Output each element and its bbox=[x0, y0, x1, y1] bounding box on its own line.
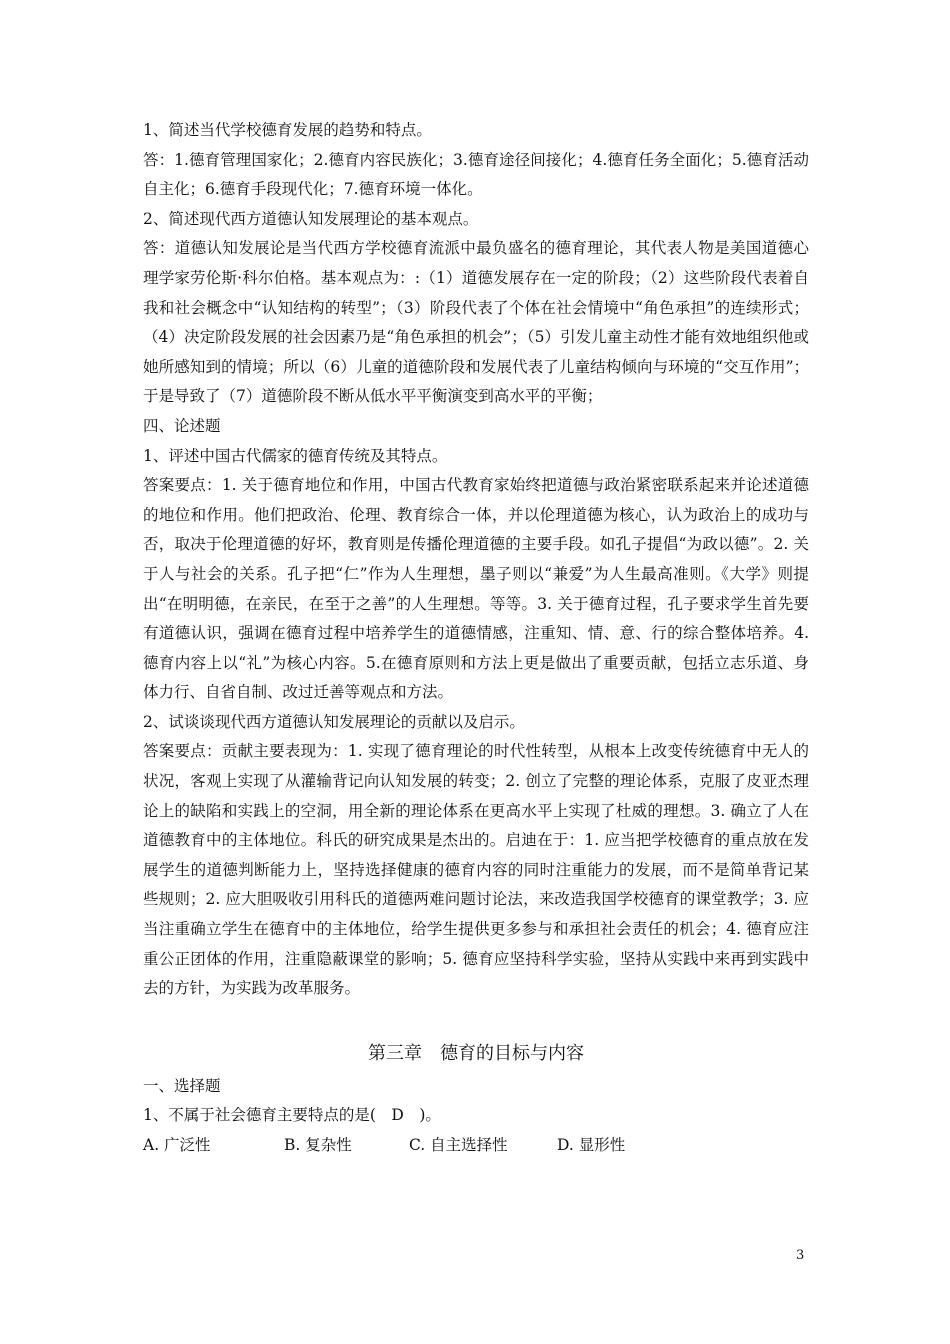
answer-paragraph: 答：道德认知发展论是当代西方学校德育流派中最负盛名的德育理论，其代表人物是美国道德心理学家劳伦斯·科尔伯格。基本观点为：:（1）道德发展存在一定的阶段；（2）这些阶段代表着自我和社会概念中“认知结构的转型”；（3）阶段代表了个体在社会情境中“角色承担”的连续形式；（4）决定阶段发展的社会因素乃是“角色承担的机会”；（5）引发儿童主动性才能有效地组织他或她所感知到的情境；所以（6）儿童的道德阶段和发展代表了儿童结构倾向与环境的“交互作用”；于是导致了（7）道德阶段不断从低水平平衡演变到高水平的平衡； bbox=[143, 239, 809, 406]
answer-options bbox=[143, 1131, 809, 1161]
option-c: C. 自主选择性 bbox=[409, 1136, 508, 1154]
section-heading: 一、选择题 bbox=[143, 1076, 221, 1095]
question-paragraph: 1、不属于社会德育主要特点的是( D )。 bbox=[143, 1106, 441, 1125]
question-paragraph: 1、评述中国古代儒家的德育传统及其特点。 bbox=[143, 446, 448, 465]
option-a: A. 广泛性 bbox=[143, 1136, 211, 1154]
answer-paragraph: 答案要点：贡献主要表现为：1. 实现了德育理论的时代性转型，从根本上改变传统德育中无人的状况，客观上实现了从灌输背记向认知发展的转变；2. 创立了完整的理论体系，克服了皮亚杰理论上的缺陷和实践上的空洞，用全新的理论体系在更高水平上实现了杜威的理想。3. 确立了人在道德教育中的主体地位。科氏的研究成果是杰出的。启迪在于：1. 应当把学校德育的重点放在发展学生的道德判断能力上，坚持选择健康的德育内容的同时注重能力的发展，而不是简单背记某些规则；2. 应大胆吸收引用科氏的道德两难问题讨论法，来改造我国学校德育的课堂教学；3. 应当注重确立学生在德育中的主体地位，给学生提供更多参与和承担社会责任的机会；4. 德育应注重公正团体的作用，注重隐蔽课堂的影响；5. 德育应坚持科学实验，坚持从实践中来再到实践中去的方针，为实践为改革服务。 bbox=[143, 742, 809, 998]
question-paragraph: 1、简述当代学校德育发展的趋势和特点。 bbox=[143, 121, 432, 139]
chapter-title: 第三章 德育的目标与内容 bbox=[368, 1042, 584, 1064]
spacer bbox=[143, 1004, 809, 1036]
option-b: B. 复杂性 bbox=[284, 1136, 352, 1154]
question-paragraph: 2、简述现代西方道德认知发展理论的基本观点。 bbox=[143, 209, 479, 228]
document-body bbox=[143, 116, 809, 1161]
answer-paragraph: 答案要点：1. 关于德育地位和作用，中国古代教育家始终把道德与政治紧密联系起来并论述道德的地位和作用。他们把政治、伦理、教育综合一体，并以伦理道德为核心，认为政治上的成功与否，取决于伦理道德的好坏，教育则是传播伦理道德的主要手段。如孔子提倡“为政以德”。2. 关于人与社会的关系。孔子把“仁”作为人生理想，墨子则以“兼爱”为人生最高准则。《大学》则提出“在明明德，在亲民，在至于之善”的人生理想。等等。3. 关于德育过程，孔子要求学生首先要有道德认识，强调在德育过程中培养学生的道德情感，注重知、情、意、行的综合整体培养。4. 德育内容上以“礼”为核心内容。5.在德育原则和方法上更是做出了重要贡献，包括立志乐道、身体力行、自省自制、改过迁善等观点和方法。 bbox=[143, 476, 809, 702]
option-d: D. 显形性 bbox=[557, 1136, 626, 1154]
answer-paragraph: 答：1.德育管理国家化；2.德育内容民族化；3.德育途径间接化；4.德育任务全面化；5.德育活动自主化；6.德育手段现代化；7.德育环境一体化。 bbox=[143, 150, 809, 199]
question-paragraph: 2、试谈谈现代西方道德认知发展理论的贡献以及启示。 bbox=[143, 712, 525, 731]
page-number: 3 bbox=[796, 1248, 805, 1263]
section-heading: 四、论述题 bbox=[143, 416, 221, 435]
